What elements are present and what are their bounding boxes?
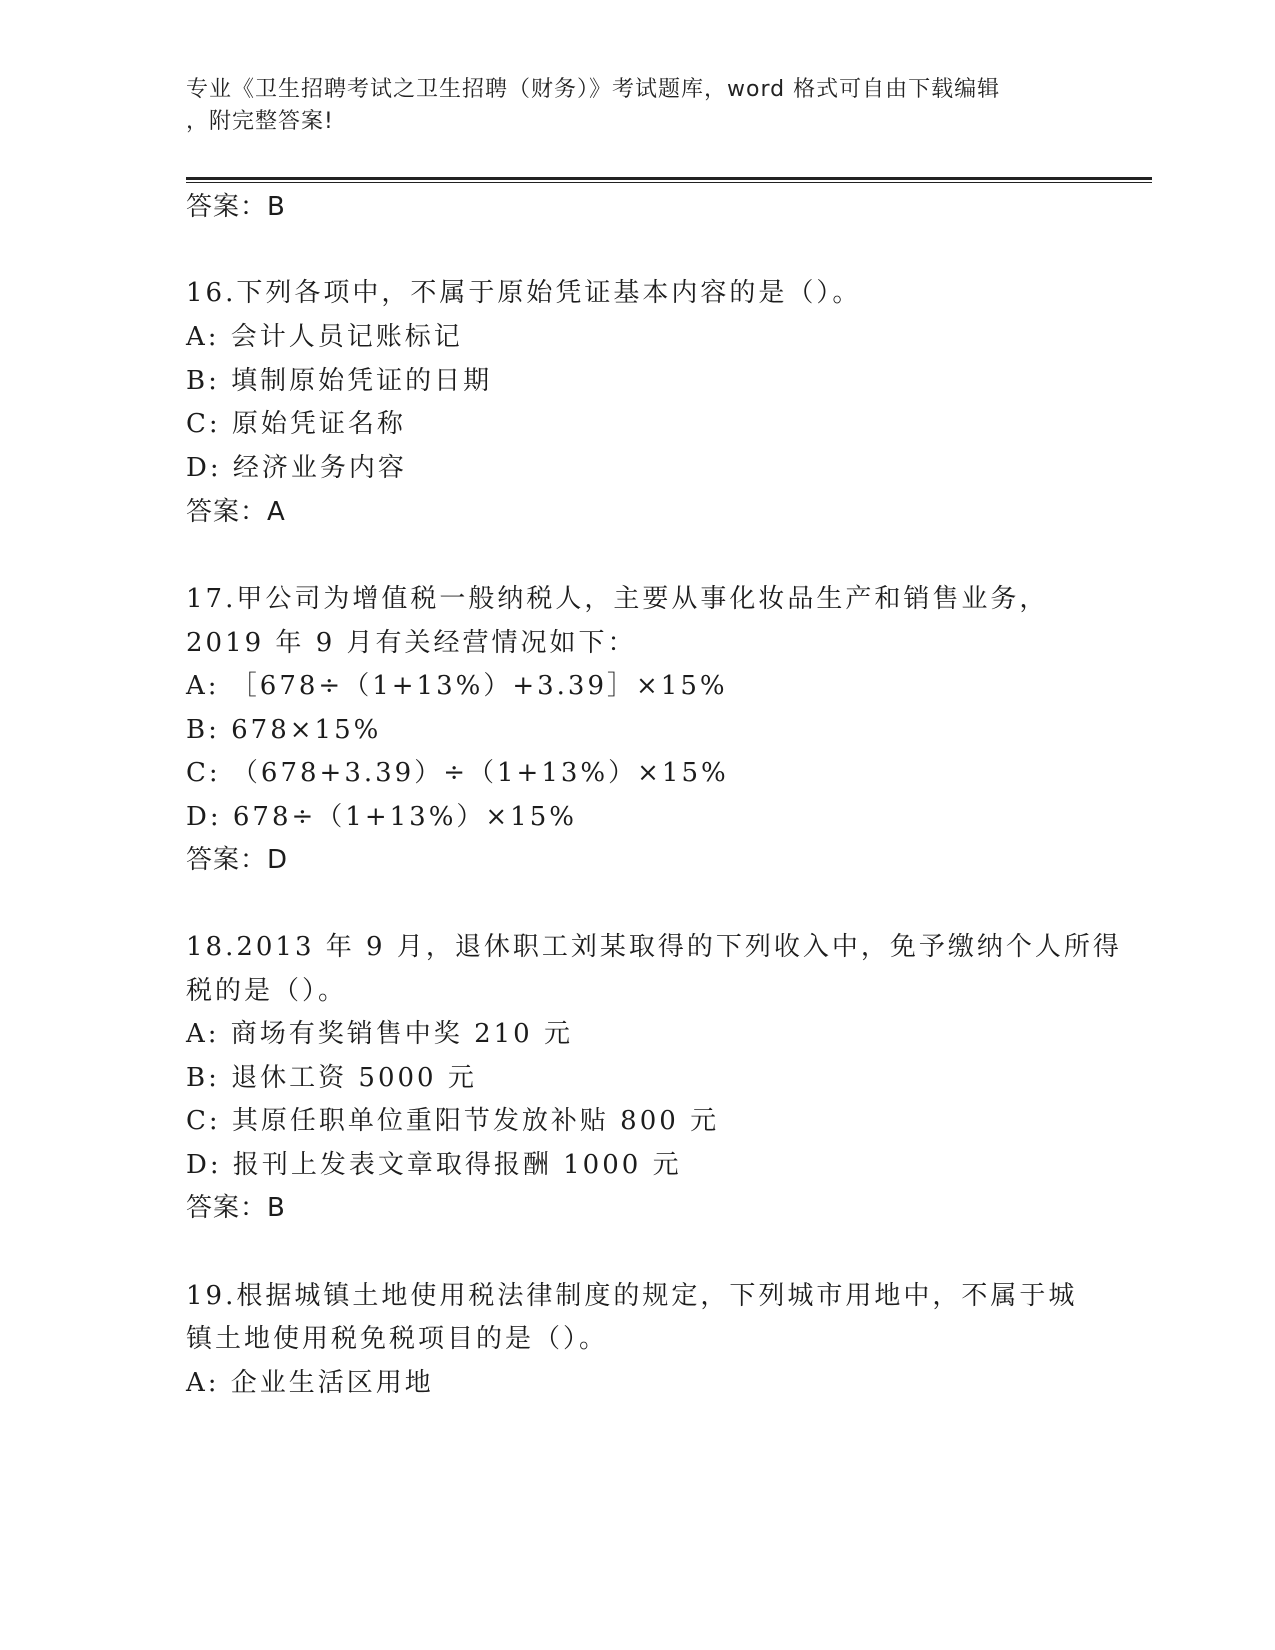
question-18-option-c: C: 其原任职单位重阳节发放补贴 800 元 xyxy=(186,1106,720,1136)
question-18-option-a: A: 商场有奖销售中奖 210 元 xyxy=(186,1019,573,1049)
question-19-option-a: A: 企业生活区用地 xyxy=(186,1368,434,1398)
question-18-stem-line-2: 税的是（）。 xyxy=(186,976,348,1006)
header-divider-thin xyxy=(186,182,1152,183)
question-17-answer: 答案：D xyxy=(186,845,289,875)
question-16-option-d: D: 经济业务内容 xyxy=(186,453,407,483)
question-16-option-b: B: 填制原始凭证的日期 xyxy=(186,366,493,396)
question-17-option-c: C: （678+3.39）÷（1+13%）×15% xyxy=(186,758,729,788)
question-18-option-b: B: 退休工资 5000 元 xyxy=(186,1063,477,1093)
question-17-option-b: B: 678×15% xyxy=(186,715,382,745)
header-divider-thick xyxy=(186,177,1152,180)
question-18-answer: 答案：B xyxy=(186,1193,286,1223)
question-18-option-d: D: 报刊上发表文章取得报酬 1000 元 xyxy=(186,1150,682,1180)
question-17-option-d: D: 678÷（1+13%）×15% xyxy=(186,802,577,832)
question-16-option-c: C: 原始凭证名称 xyxy=(186,409,406,439)
question-18-stem-line-1: 18.2013 年 9 月，退休职工刘某取得的下列收入中，免予缴纳个人所得 xyxy=(186,932,1122,962)
question-17-option-a: A: ［678÷（1+13%）+3.39］×15% xyxy=(186,671,728,701)
question-16-option-a: A: 会计人员记账标记 xyxy=(186,322,463,352)
question-17-stem-line-1: 17.甲公司为增值税一般纳税人，主要从事化妆品生产和销售业务， xyxy=(186,584,1049,614)
document-header xyxy=(186,74,1086,138)
header-line-1: 专业《卫生招聘考试之卫生招聘（财务）》考试题库，word 格式可自由下载编辑 xyxy=(186,77,1001,102)
question-16-answer: 答案：A xyxy=(186,497,286,527)
header-line-2: ，附完整答案! xyxy=(186,109,334,134)
previous-answer: 答案：B xyxy=(186,192,286,222)
question-19-stem-line-1: 19.根据城镇土地使用税法律制度的规定，下列城市用地中，不属于城 xyxy=(186,1281,1078,1311)
question-17-stem-line-2: 2019 年 9 月有关经营情况如下： xyxy=(186,628,637,658)
question-16-stem: 16.下列各项中，不属于原始凭证基本内容的是（）。 xyxy=(186,278,862,308)
question-19-stem-line-2: 镇土地使用税免税项目的是（）。 xyxy=(186,1324,609,1354)
